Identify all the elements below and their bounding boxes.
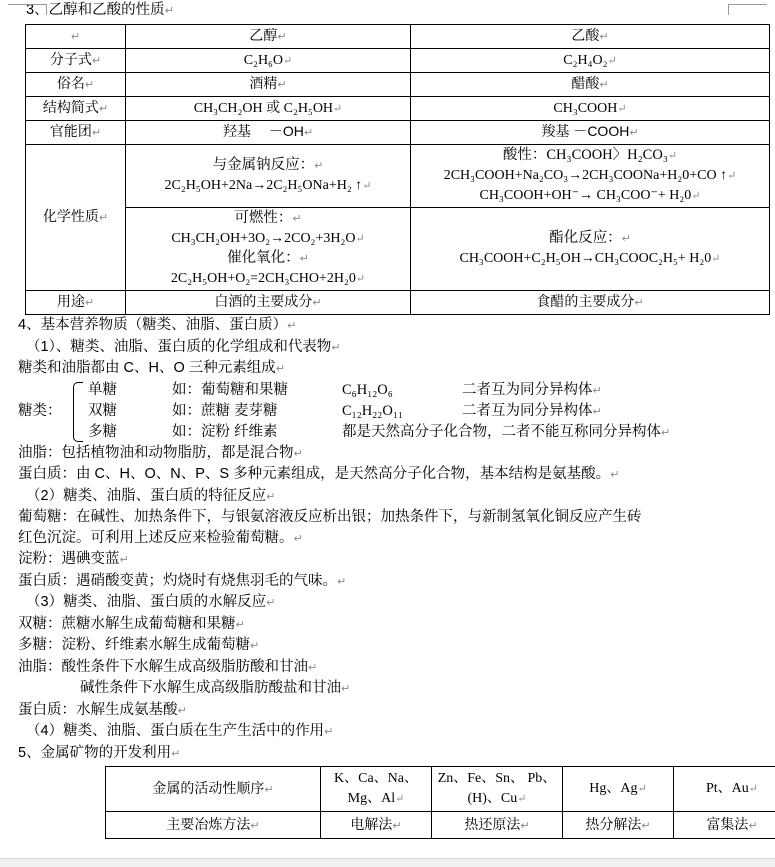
oil-definition-line — [0, 443, 775, 465]
row-label-uses — [26, 291, 126, 315]
pilcrow-icon: ↵ — [303, 127, 314, 139]
metals-cell-group-2 — [432, 767, 563, 812]
pilcrow-icon: ↵ — [266, 597, 276, 609]
sodium-reaction-equation — [129, 176, 407, 196]
protein-composition-line — [0, 464, 775, 486]
pilcrow-icon: ↵ — [84, 297, 95, 309]
sugar-type-polysaccharide: 多糖 — [88, 423, 117, 440]
pilcrow-icon: ↵ — [91, 127, 102, 139]
acidity-equation-2 — [414, 186, 766, 206]
combustion-title — [129, 209, 407, 229]
combustion-equation — [129, 229, 407, 249]
header-cell-ethanol — [126, 25, 411, 49]
header-cell-acetic-text: 乙酸 — [571, 27, 600, 43]
sugar-category-label — [18, 401, 62, 422]
page-margin-corner-top-left — [8, 4, 47, 15]
metals-cell-group-1 — [321, 767, 432, 812]
cell-ethanol-common-name — [126, 73, 411, 97]
list-item — [88, 422, 670, 443]
subsection-heading-4-1-text: （1）、糖类、油脂、蛋白质的化学组成和代表物 — [26, 338, 332, 355]
pilcrow-icon: ↵ — [634, 297, 644, 309]
metals-cell-group-2-text: Zn、Fe、Sn、 Pb、(H)、Cu — [437, 771, 557, 806]
hydrolysis-protein-text: 蛋白质：水解生成氨基酸 — [18, 701, 178, 718]
subsection-heading-4-4 — [0, 721, 775, 743]
sugar-example-disaccharide: 如：蔗糖 麦芽糖 — [172, 402, 278, 419]
pilcrow-icon: ↵ — [592, 384, 602, 397]
hydrolysis-polysaccharide-text: 多糖：淀粉、纤维素水解生成葡萄糖 — [18, 637, 250, 653]
cell-ethanol-structural-text: CH₃CH₂OH 或 C₂H₅OH — [193, 100, 334, 116]
table-row-chemical-properties-1 — [26, 145, 770, 208]
sugar-type-disaccharide: 双糖 — [88, 402, 117, 419]
sodium-reaction-title-text: 与金属钠反应： — [212, 157, 315, 173]
section-heading-3-text: 3、乙醇和乙酸的性质 — [26, 2, 165, 18]
elements-composition-line — [0, 358, 775, 380]
protein-composition-text: 蛋白质：由 C、H、O、N、P、S 多种元素组成，是天然高分子化合物，基本结构是氨基酸。 — [18, 466, 611, 482]
elements-composition-text: 糖类和油脂都由 C、H、O 三种元素组成 — [18, 360, 276, 376]
pilcrow-icon: ↵ — [667, 150, 678, 162]
cell-ethanol-sodium-reaction — [126, 145, 411, 208]
cell-acetic-use-text: 食醋的主要成分 — [536, 293, 635, 309]
sugar-note-polysaccharide: 都是天然高分子化合物，二者不能互称同分异构体 — [342, 423, 661, 440]
metals-cell-method-1 — [321, 812, 432, 839]
section-heading-3 — [0, 0, 775, 21]
catalytic-oxidation-title-text: 催化氧化： — [227, 250, 300, 266]
table-row-activity-order — [106, 767, 775, 812]
cell-acetic-use — [411, 291, 770, 315]
list-item — [88, 380, 670, 401]
pilcrow-icon: ↵ — [607, 54, 617, 67]
metals-cell-method-3 — [563, 812, 674, 839]
hydrolysis-oil-text-2: 碱性条件下水解生成高级脂肪酸盐和甘油 — [80, 680, 341, 696]
pilcrow-icon: ↵ — [748, 820, 758, 832]
pilcrow-icon: ↵ — [641, 820, 651, 832]
table-row-chemical-properties-2 — [26, 208, 770, 291]
row-label-common-name-text: 俗名 — [56, 75, 85, 91]
sugar-example-polysaccharide: 如：淀粉 纤维素 — [172, 423, 278, 440]
acidity-equation-2-text: CH₃COOH+OH⁻→ CH₃COO⁻+ H₂0 — [479, 188, 692, 203]
pilcrow-icon: ↵ — [293, 532, 303, 545]
sugar-rows — [88, 380, 670, 443]
subsection-heading-4-4-text: （4）糖类、油脂、蛋白质在生产生活中的作用 — [26, 723, 325, 739]
acidity-title — [414, 146, 766, 166]
sugar-type-monosaccharide: 单糖 — [88, 381, 117, 398]
pilcrow-icon: ↵ — [711, 253, 721, 265]
pilcrow-icon: ↵ — [599, 31, 609, 43]
pilcrow-icon: ↵ — [277, 79, 287, 91]
sugar-note-monosaccharide: 二者互为同分异构体 — [462, 381, 593, 398]
metals-cell-group-1-text: K、Ca、Na、 Mg、Al — [334, 771, 418, 806]
page-bottom-rule — [0, 858, 775, 867]
esterification-equation-text: CH₃COOH+C₂H₅OH→CH₃COOC₂H₅+ H₂0 — [459, 251, 712, 266]
pilcrow-icon: ↵ — [98, 103, 109, 115]
pilcrow-icon: ↵ — [324, 726, 334, 738]
sodium-reaction-title — [129, 156, 407, 176]
pilcrow-icon: ↵ — [84, 79, 95, 91]
header-cell-ethanol-text: 乙醇 — [249, 27, 278, 43]
esterification-title — [414, 229, 766, 249]
pilcrow-icon: ↵ — [250, 820, 260, 832]
metals-cell-method-4 — [674, 812, 775, 839]
pilcrow-icon: ↵ — [277, 31, 287, 43]
ethanol-acetic-properties-table — [25, 24, 770, 315]
metals-row-label-activity — [106, 767, 321, 812]
pilcrow-icon: ↵ — [362, 180, 372, 192]
pilcrow-icon: ↵ — [355, 273, 366, 285]
cell-acetic-acidity — [411, 145, 770, 208]
pilcrow-icon: ↵ — [299, 253, 309, 265]
esterification-equation — [414, 249, 766, 269]
sugar-classification-block — [0, 380, 775, 443]
metals-cell-group-3-text: Hg、Ag — [589, 781, 638, 796]
pilcrow-icon: ↵ — [171, 747, 181, 760]
cell-acetic-structural — [411, 97, 770, 121]
list-item — [88, 401, 670, 422]
cell-ethanol-use — [126, 291, 411, 315]
metals-cell-method-2-text: 热还原法 — [464, 816, 521, 832]
pilcrow-icon: ↵ — [264, 784, 274, 796]
table-row-structural-formula — [26, 97, 770, 121]
catalytic-oxidation-equation — [129, 269, 407, 289]
pilcrow-icon: ↵ — [283, 54, 293, 67]
cell-ethanol-formula-text: C₂H₆O — [243, 52, 284, 68]
pilcrow-icon: ↵ — [395, 793, 405, 805]
subsection-heading-4-3 — [0, 592, 775, 614]
pilcrow-icon: ↵ — [727, 170, 737, 182]
hydrolysis-protein-line — [0, 700, 775, 722]
pilcrow-icon: ↵ — [331, 341, 341, 354]
hydrolysis-polysaccharide-line — [0, 635, 775, 657]
pilcrow-icon: ↵ — [629, 127, 639, 139]
glucose-reaction-text-1: 葡萄糖：在碱性、加热条件下，与银氨溶液反应析出银；加热条件下，与新制氢氧化铜反应产生砖 — [18, 509, 642, 525]
acidity-equation-1 — [414, 166, 766, 186]
cell-ethanol-functional-group — [126, 121, 411, 145]
catalytic-oxidation-title — [129, 249, 407, 269]
combustion-equation-text: CH₃CH₂OH+3O₂→2CO₂+3H₂O — [171, 231, 356, 246]
section-heading-5 — [0, 743, 775, 765]
pilcrow-icon: ↵ — [308, 661, 318, 674]
cell-ethanol-combustion-oxidation — [126, 208, 411, 291]
acidity-equation-1-text: 2CH₃COOH+Na₂CO₃→2CH₃COONa+H₂0+CO ↑ — [443, 168, 728, 183]
cell-ethanol-functional-group-text: 羟基 －OH — [222, 123, 304, 139]
hydrolysis-oil-line-2 — [0, 678, 775, 700]
pilcrow-icon: ↵ — [661, 426, 671, 439]
acidity-title-text: 酸性：CH₃COOH〉H₂CO₃ — [502, 147, 668, 163]
metals-cell-group-4 — [674, 767, 775, 812]
cell-acetic-formula-text: C₂H₄O₂ — [563, 52, 608, 68]
row-label-molecular-formula-text: 分子式 — [49, 51, 92, 67]
protein-test-line — [0, 571, 775, 593]
pilcrow-icon: ↵ — [266, 490, 276, 503]
section-heading-4 — [0, 315, 775, 337]
header-blank-cell — [26, 25, 126, 49]
header-cell-acetic — [411, 25, 770, 49]
pilcrow-icon: ↵ — [293, 447, 303, 460]
hydrolysis-disaccharide-text: 双糖：蔗糖水解生成葡萄糖和果糖 — [18, 615, 236, 632]
row-label-chemical-properties-text: 化学性质 — [42, 208, 99, 224]
metals-cell-method-2 — [432, 812, 563, 839]
glucose-reaction-text-2: 红色沉淀。可利用上述反应来检验葡萄糖。 — [18, 529, 294, 546]
cell-acetic-common-name — [411, 73, 770, 97]
pilcrow-icon: ↵ — [392, 820, 402, 832]
metals-row-label-smelting — [106, 812, 321, 839]
subsection-heading-4-2-text: （2）糖类、油脂、蛋白质的特征反应 — [26, 487, 267, 504]
pilcrow-icon: ↵ — [341, 683, 351, 695]
metals-row-label-smelting-text: 主要冶炼方法 — [166, 816, 251, 832]
row-label-chemical-properties — [26, 145, 126, 291]
row-label-common-name — [26, 73, 126, 97]
pilcrow-icon: ↵ — [314, 160, 324, 172]
metals-cell-group-3 — [563, 767, 674, 812]
pilcrow-icon: ↵ — [617, 102, 627, 115]
row-label-structural-formula-text: 结构简式 — [42, 99, 99, 115]
cell-ethanol-formula — [126, 49, 411, 73]
oil-definition-text: 油脂：包括植物油和动物脂肪，都是混合物 — [18, 444, 294, 461]
table-row-smelting-method — [106, 812, 775, 839]
pilcrow-icon: ↵ — [333, 102, 343, 115]
metals-cell-method-3-text: 热分解法 — [585, 816, 642, 832]
cell-ethanol-use-text: 白酒的主要成分 — [214, 293, 313, 309]
combustion-title-text: 可燃性： — [234, 210, 293, 226]
pilcrow-icon: ↵ — [748, 783, 758, 795]
cell-acetic-structural-text: CH₃COOH — [553, 100, 618, 116]
hydrolysis-oil-line-1 — [0, 657, 775, 679]
pilcrow-icon: ↵ — [355, 233, 365, 245]
pilcrow-icon: ↵ — [312, 297, 322, 309]
pilcrow-icon: ↵ — [287, 320, 297, 332]
metal-activity-table — [105, 766, 775, 839]
sodium-reaction-equation-text: 2C₂H₅OH+2Na→2C₂H₅ONa+H₂ ↑ — [164, 178, 363, 193]
pilcrow-icon: ↵ — [91, 55, 102, 67]
page-margin-corner-top-right — [728, 4, 767, 15]
hydrolysis-oil-text-1: 油脂：酸性条件下水解生成高级脂肪酸和甘油 — [18, 658, 308, 675]
section-heading-5-text: 5、金属矿物的开发利用 — [18, 744, 172, 761]
sugar-formula-disaccharide: C₁₂H₂₂O₁₁ — [342, 402, 403, 419]
subsection-heading-4-2 — [0, 486, 775, 508]
pilcrow-icon: ↵ — [177, 704, 187, 717]
sugar-example-monosaccharide: 如：葡萄糖和果糖 — [172, 381, 288, 398]
pilcrow-icon: ↵ — [70, 31, 81, 43]
pilcrow-icon: ↵ — [275, 363, 285, 375]
pilcrow-icon: ↵ — [599, 79, 609, 91]
pilcrow-icon: ↵ — [610, 469, 620, 481]
pilcrow-icon: ↵ — [621, 233, 631, 245]
starch-test-text: 淀粉：遇碘变蓝 — [18, 551, 120, 567]
glucose-reaction-line-1 — [0, 507, 775, 528]
row-label-structural-formula — [26, 97, 126, 121]
cell-ethanol-common-name-text: 酒精 — [249, 75, 278, 91]
starch-test-line — [0, 549, 775, 571]
subsection-heading-4-3-text: （3）糖类、油脂、蛋白质的水解反应 — [26, 594, 267, 610]
esterification-title-text: 酯化反应： — [549, 230, 622, 246]
metals-cell-group-4-text: Pt、Au — [705, 781, 749, 796]
pilcrow-icon: ↵ — [235, 618, 245, 631]
table-row-common-name — [26, 73, 770, 97]
cell-acetic-esterification — [411, 208, 770, 291]
pilcrow-icon: ↵ — [517, 793, 527, 805]
cell-acetic-formula — [411, 49, 770, 73]
pilcrow-icon: ↵ — [337, 575, 347, 588]
metals-row-label-activity-text: 金属的活动性顺序 — [152, 780, 265, 796]
pilcrow-icon: ↵ — [520, 820, 530, 832]
sugar-formula-monosaccharide: C₆H₁₂O₆ — [342, 381, 393, 398]
row-label-functional-group-text: 官能团 — [49, 123, 92, 139]
metals-cell-method-1-text: 电解法 — [350, 816, 393, 832]
pilcrow-icon: ↵ — [119, 554, 129, 566]
row-label-molecular-formula — [26, 49, 126, 73]
pilcrow-icon: ↵ — [691, 190, 701, 202]
table-row-header — [26, 25, 770, 49]
table-row-functional-group — [26, 121, 770, 145]
cell-acetic-functional-group-text: 羧基 －COOH — [541, 123, 630, 139]
sugar-category-label-text: 糖类： — [18, 402, 62, 419]
hydrolysis-disaccharide-line — [0, 614, 775, 636]
pilcrow-icon: ↵ — [250, 640, 260, 652]
cell-acetic-functional-group — [411, 121, 770, 145]
section-heading-4-text: 4、基本营养物质（糖类、油脂、蛋白质） — [18, 317, 288, 333]
row-label-uses-text: 用途 — [56, 293, 85, 309]
cell-ethanol-structural — [126, 97, 411, 121]
table-row-uses — [26, 291, 770, 315]
protein-test-text: 蛋白质：遇硝酸变黄；灼烧时有烧焦羽毛的气味。 — [18, 572, 337, 589]
pilcrow-icon: ↵ — [592, 405, 602, 418]
glucose-reaction-line-2 — [0, 528, 775, 550]
catalytic-oxidation-equation-text: 2C₂H₅OH+O₂=2CH₃CHO+2H₂0 — [170, 271, 356, 286]
pilcrow-icon: ↵ — [292, 213, 302, 225]
table-row-formula — [26, 49, 770, 73]
subsection-heading-4-1 — [0, 337, 775, 359]
row-label-functional-group — [26, 121, 126, 145]
pilcrow-icon: ↵ — [637, 783, 647, 795]
curly-brace-icon — [73, 382, 83, 442]
pilcrow-icon: ↵ — [98, 212, 109, 224]
metals-cell-method-4-text: 富集法 — [706, 816, 749, 832]
sugar-note-disaccharide: 二者互为同分异构体 — [462, 402, 593, 419]
cell-acetic-common-name-text: 醋酸 — [571, 75, 600, 91]
pilcrow-icon: ↵ — [164, 5, 174, 17]
